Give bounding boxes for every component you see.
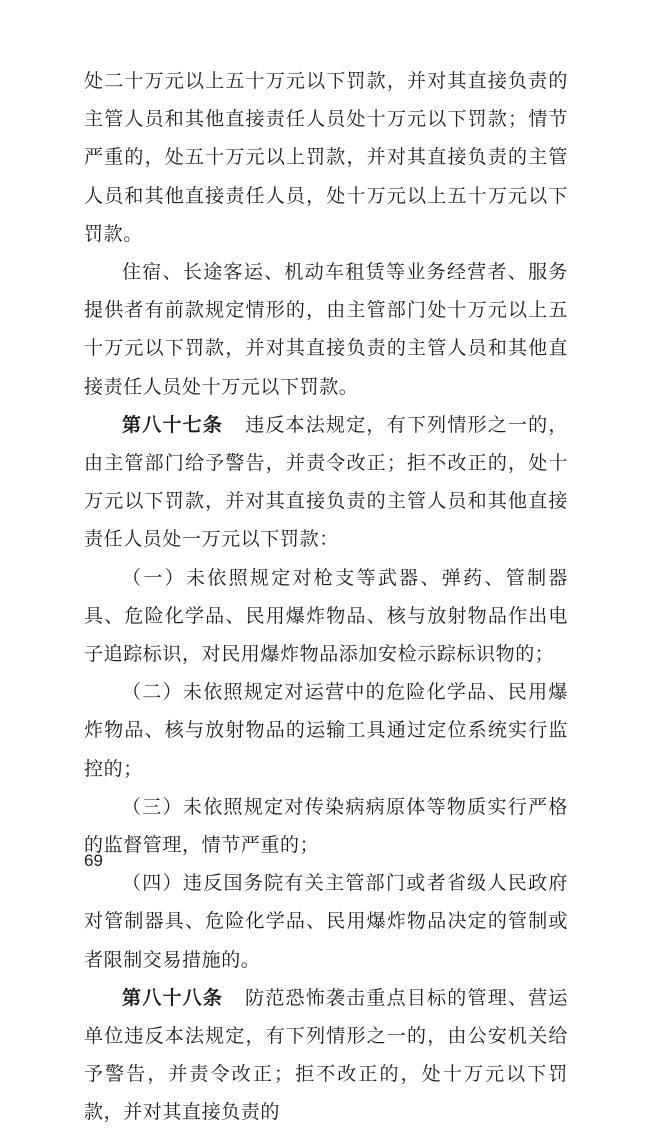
paragraph-text: 住宿、长途客运、机动车租赁等业务经营者、服务提供者有前款规定情形的，由主管部门处十万元以上五十万元以下罚款，并对其直接负责的主管人员和其他直接责任人员处十万元以下罚款。 <box>84 261 568 398</box>
article-88 <box>84 979 568 1132</box>
page-number: 69 <box>84 851 103 870</box>
paragraph <box>84 253 568 406</box>
list-item-1 <box>84 559 568 674</box>
document-body <box>84 62 568 1132</box>
article-87 <box>84 406 568 559</box>
paragraph-text: （一）未依照规定对枪支等武器、弹药、管制器具、危险化学品、民用爆炸物品、核与放射物品作出电子追踪标识，对民用爆炸物品添加安检示踪标识物的； <box>84 566 568 666</box>
paragraph-text: （三）未依照规定对传染病病原体等物质实行严格的监督管理，情节严重的； <box>84 795 568 857</box>
paragraph-text: （四）违反国务院有关主管部门或者省级人民政府对管制器具、危险化学品、民用爆炸物品决定的管制或者限制交易措施的。 <box>84 872 568 971</box>
paragraph-continuation <box>84 62 568 253</box>
paragraph-text: 防范恐怖袭击重点目标的管理、营运单位违反本法规定，有下列情形之一的，由公安机关给予警告，并责令改正；拒不改正的，处十万元以下罚款，并对其直接负责的 <box>84 986 568 1124</box>
list-item-3 <box>84 788 568 864</box>
paragraph-text: （二）未依照规定对运营中的危险化学品、民用爆炸物品、核与放射物品的运输工具通过定位系统实行监控的； <box>84 681 568 780</box>
list-item-4 <box>84 864 568 979</box>
article-number: 第八十八条 <box>122 986 224 1009</box>
list-item-2 <box>84 673 568 788</box>
paragraph-text: 违反本法规定，有下列情形之一的，由主管部门给予警告，并责令改正；拒不改正的，处十万元以下罚款，并对其直接负责的主管人员和其他直接责任人员处一万元以下罚款： <box>84 413 568 551</box>
article-number: 第八十七条 <box>122 413 224 436</box>
paragraph-text: 处二十万元以上五十万元以下罚款，并对其直接负责的主管人员和其他直接责任人员处十万元以下罚款；情节严重的，处五十万元以上罚款，并对其直接负责的主管人员和其他直接责任人员，处十万元以上五十万元以下罚款。 <box>84 70 568 245</box>
